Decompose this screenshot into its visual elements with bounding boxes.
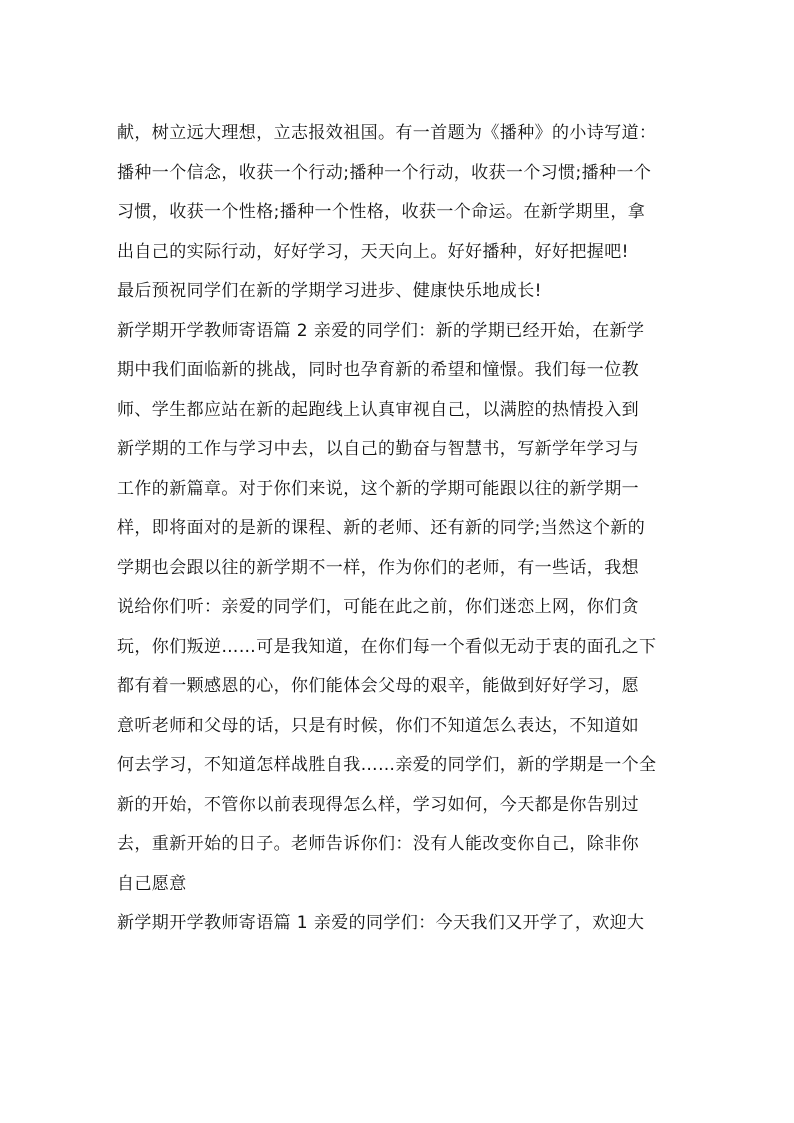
text-line: 新的开始，不管你以前表现得怎么样，学习如何，今天都是你告别过: [117, 794, 639, 815]
text-line: 新学期的工作与学习中去，以自己的勤奋与智慧书，写新学年学习与: [117, 439, 639, 459]
text-line: 都有着一颗感恩的心，你们能体会父母的艰辛，能做到好好学习，愿: [117, 676, 639, 696]
text-line: 样，即将面对的是新的课程、新的老师、还有新的同学;当然这个新的: [117, 518, 646, 538]
body-text: [117, 118, 697, 948]
text-line: 自己愿意: [117, 873, 187, 894]
text-line: 学期也会跟以往的新学期不一样，作为你们的老师，有一些话，我想: [117, 557, 639, 578]
text-line: 师、学生都应站在新的起跑线上认真审视自己，以满腔的热情投入到: [117, 399, 639, 420]
text-line: 播种一个信念，收获一个行动;播种一个行动，收获一个习惯;播种一个: [117, 162, 652, 183]
text-line: 意听老师和父母的话，只是有时候，你们不知道怎么表达，不知道如: [117, 715, 639, 736]
text-line: 最后预祝同学们在新的学期学习进步、健康快乐地成长!: [117, 281, 542, 301]
section-heading-line: 新学期开学教师寄语篇 1 亲爱的同学们：今天我们又开学了，欢迎大: [117, 913, 645, 933]
text-line: 工作的新篇章。对于你们来说，这个新的学期可能跟以往的新学期一: [117, 478, 639, 499]
text-line: 何去学习，不知道怎样战胜自我……亲爱的同学们，新的学期是一个全: [117, 755, 657, 775]
text-line: 出自己的实际行动，好好学习，天天向上。好好播种，好好把握吧!: [117, 241, 629, 262]
text-line: 去，重新开始的日子。老师告诉你们：没有人能改变你自己，除非你: [117, 834, 639, 854]
text-line: 期中我们面临新的挑战，同时也孕育新的希望和憧憬。我们每一位教: [117, 360, 639, 380]
text-line: 说给你们听：亲爱的同学们，可能在此之前，你们迷恋上网，你们贪: [117, 597, 639, 617]
section-heading-line: 新学期开学教师寄语篇 2 亲爱的同学们：新的学期已经开始，在新学: [117, 320, 645, 341]
text-line: 习惯，收获一个性格;播种一个性格，收获一个命运。在新学期里，拿: [117, 202, 646, 222]
text-line: 玩，你们叛逆……可是我知道，在你们每一个看似无动于衷的面孔之下: [117, 636, 657, 657]
text-line: 献，树立远大理想，立志报效祖国。有一首题为《播种》的小诗写道：: [117, 123, 657, 143]
